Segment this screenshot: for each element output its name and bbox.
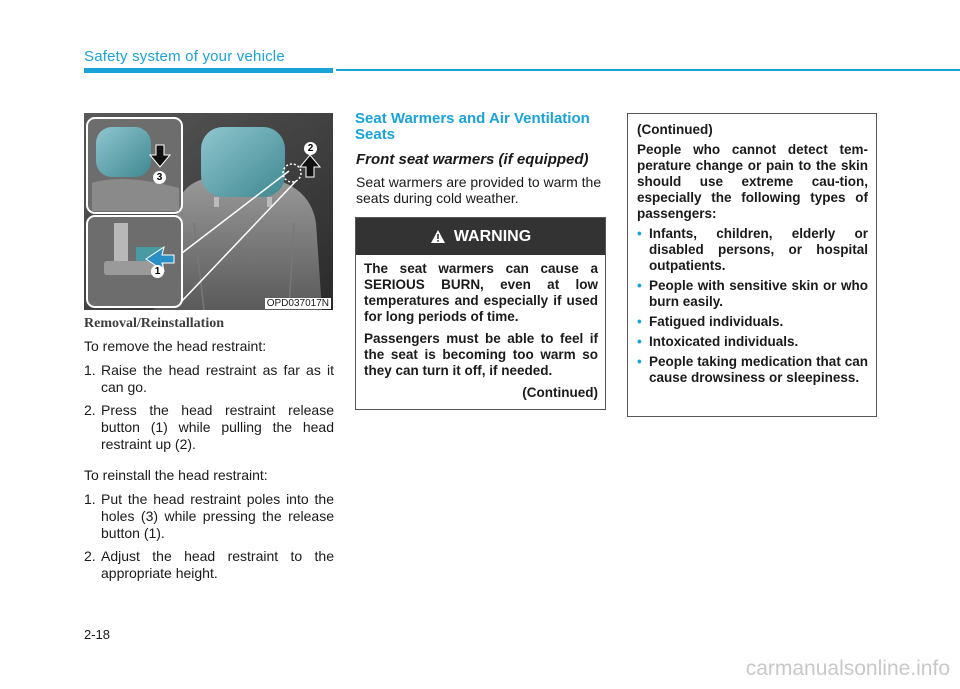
warning-para-2: Passengers must be able to feel if the seat is becoming too warm so they can turn it off, if needed.: [364, 331, 598, 378]
bullet-icon: •: [637, 314, 642, 329]
list-item: • People with sensitive skin or who burn easily.: [637, 278, 868, 309]
warning-header: [356, 218, 605, 255]
continued-intro: People who cannot detect tem-perature change or pain to the skin should use extreme cau-tion, especially the following types of passengers:: [637, 142, 868, 221]
continued-heading: (Continued): [637, 122, 713, 137]
seat-warmers-subtitle: Front seat warmers (if equipped): [356, 151, 589, 168]
figure-code: OPD037017N: [266, 298, 329, 309]
callout-3: 3: [153, 171, 166, 184]
seat-warmers-body: Seat warmers are provided to warm the seats during cold weather.: [356, 174, 602, 206]
callout-1: 1: [151, 265, 164, 278]
page-number: 2-18: [84, 627, 111, 642]
removal-intro: To remove the head restraint:: [84, 338, 267, 354]
list-item: • Infants, children, elderly or disabled persons, or hospital outpatients.: [637, 226, 868, 273]
continued-box: [627, 113, 877, 417]
passenger-list: [637, 226, 868, 386]
bullet-icon: •: [637, 354, 642, 369]
list-item: 1. Put the head restraint poles into the holes (3) while pressing the release button (1).: [84, 491, 334, 541]
list-item: 2. Press the head restraint release button (1) while pulling the head restraint up (2).: [84, 402, 334, 452]
reinstall-steps: [84, 491, 334, 588]
reinstall-intro: To reinstall the head restraint:: [84, 467, 268, 483]
warning-body: [356, 255, 605, 401]
warning-continued: (Continued): [522, 385, 598, 400]
callout-2: 2: [304, 142, 317, 155]
section-title: Safety system of your vehicle: [84, 48, 285, 65]
warning-label: WARNING: [453, 227, 532, 245]
warning-triangle-icon: [430, 229, 446, 244]
list-item: 1. Raise the head restraint as far as it can go.: [84, 362, 334, 395]
seat-warmers-title: Seat Warmers and Air Ventilation Seats: [355, 110, 590, 143]
removal-heading: Removal/Reinstallation: [84, 316, 224, 331]
list-item: 2. Adjust the head restraint to the appropriate height.: [84, 548, 334, 581]
removal-steps: [84, 362, 334, 459]
header-rule-thin: [336, 69, 960, 71]
list-item: • People taking medication that can cause drowsiness or sleepiness.: [637, 354, 868, 385]
list-item: • Fatigued individuals.: [637, 314, 784, 329]
head-restraint-figure: [84, 113, 333, 310]
warning-box: [355, 217, 606, 410]
warning-para-1: The seat warmers can cause a SERIOUS BURN, even at low temperatures and especially if used for long periods of time.: [364, 261, 598, 324]
bullet-icon: •: [637, 226, 642, 241]
header-rule-thick: [84, 68, 333, 73]
list-item: • Intoxicated individuals.: [637, 334, 799, 349]
watermark: carmanualsonline.info: [745, 657, 950, 680]
bullet-icon: •: [637, 334, 642, 349]
bullet-icon: •: [637, 278, 642, 293]
